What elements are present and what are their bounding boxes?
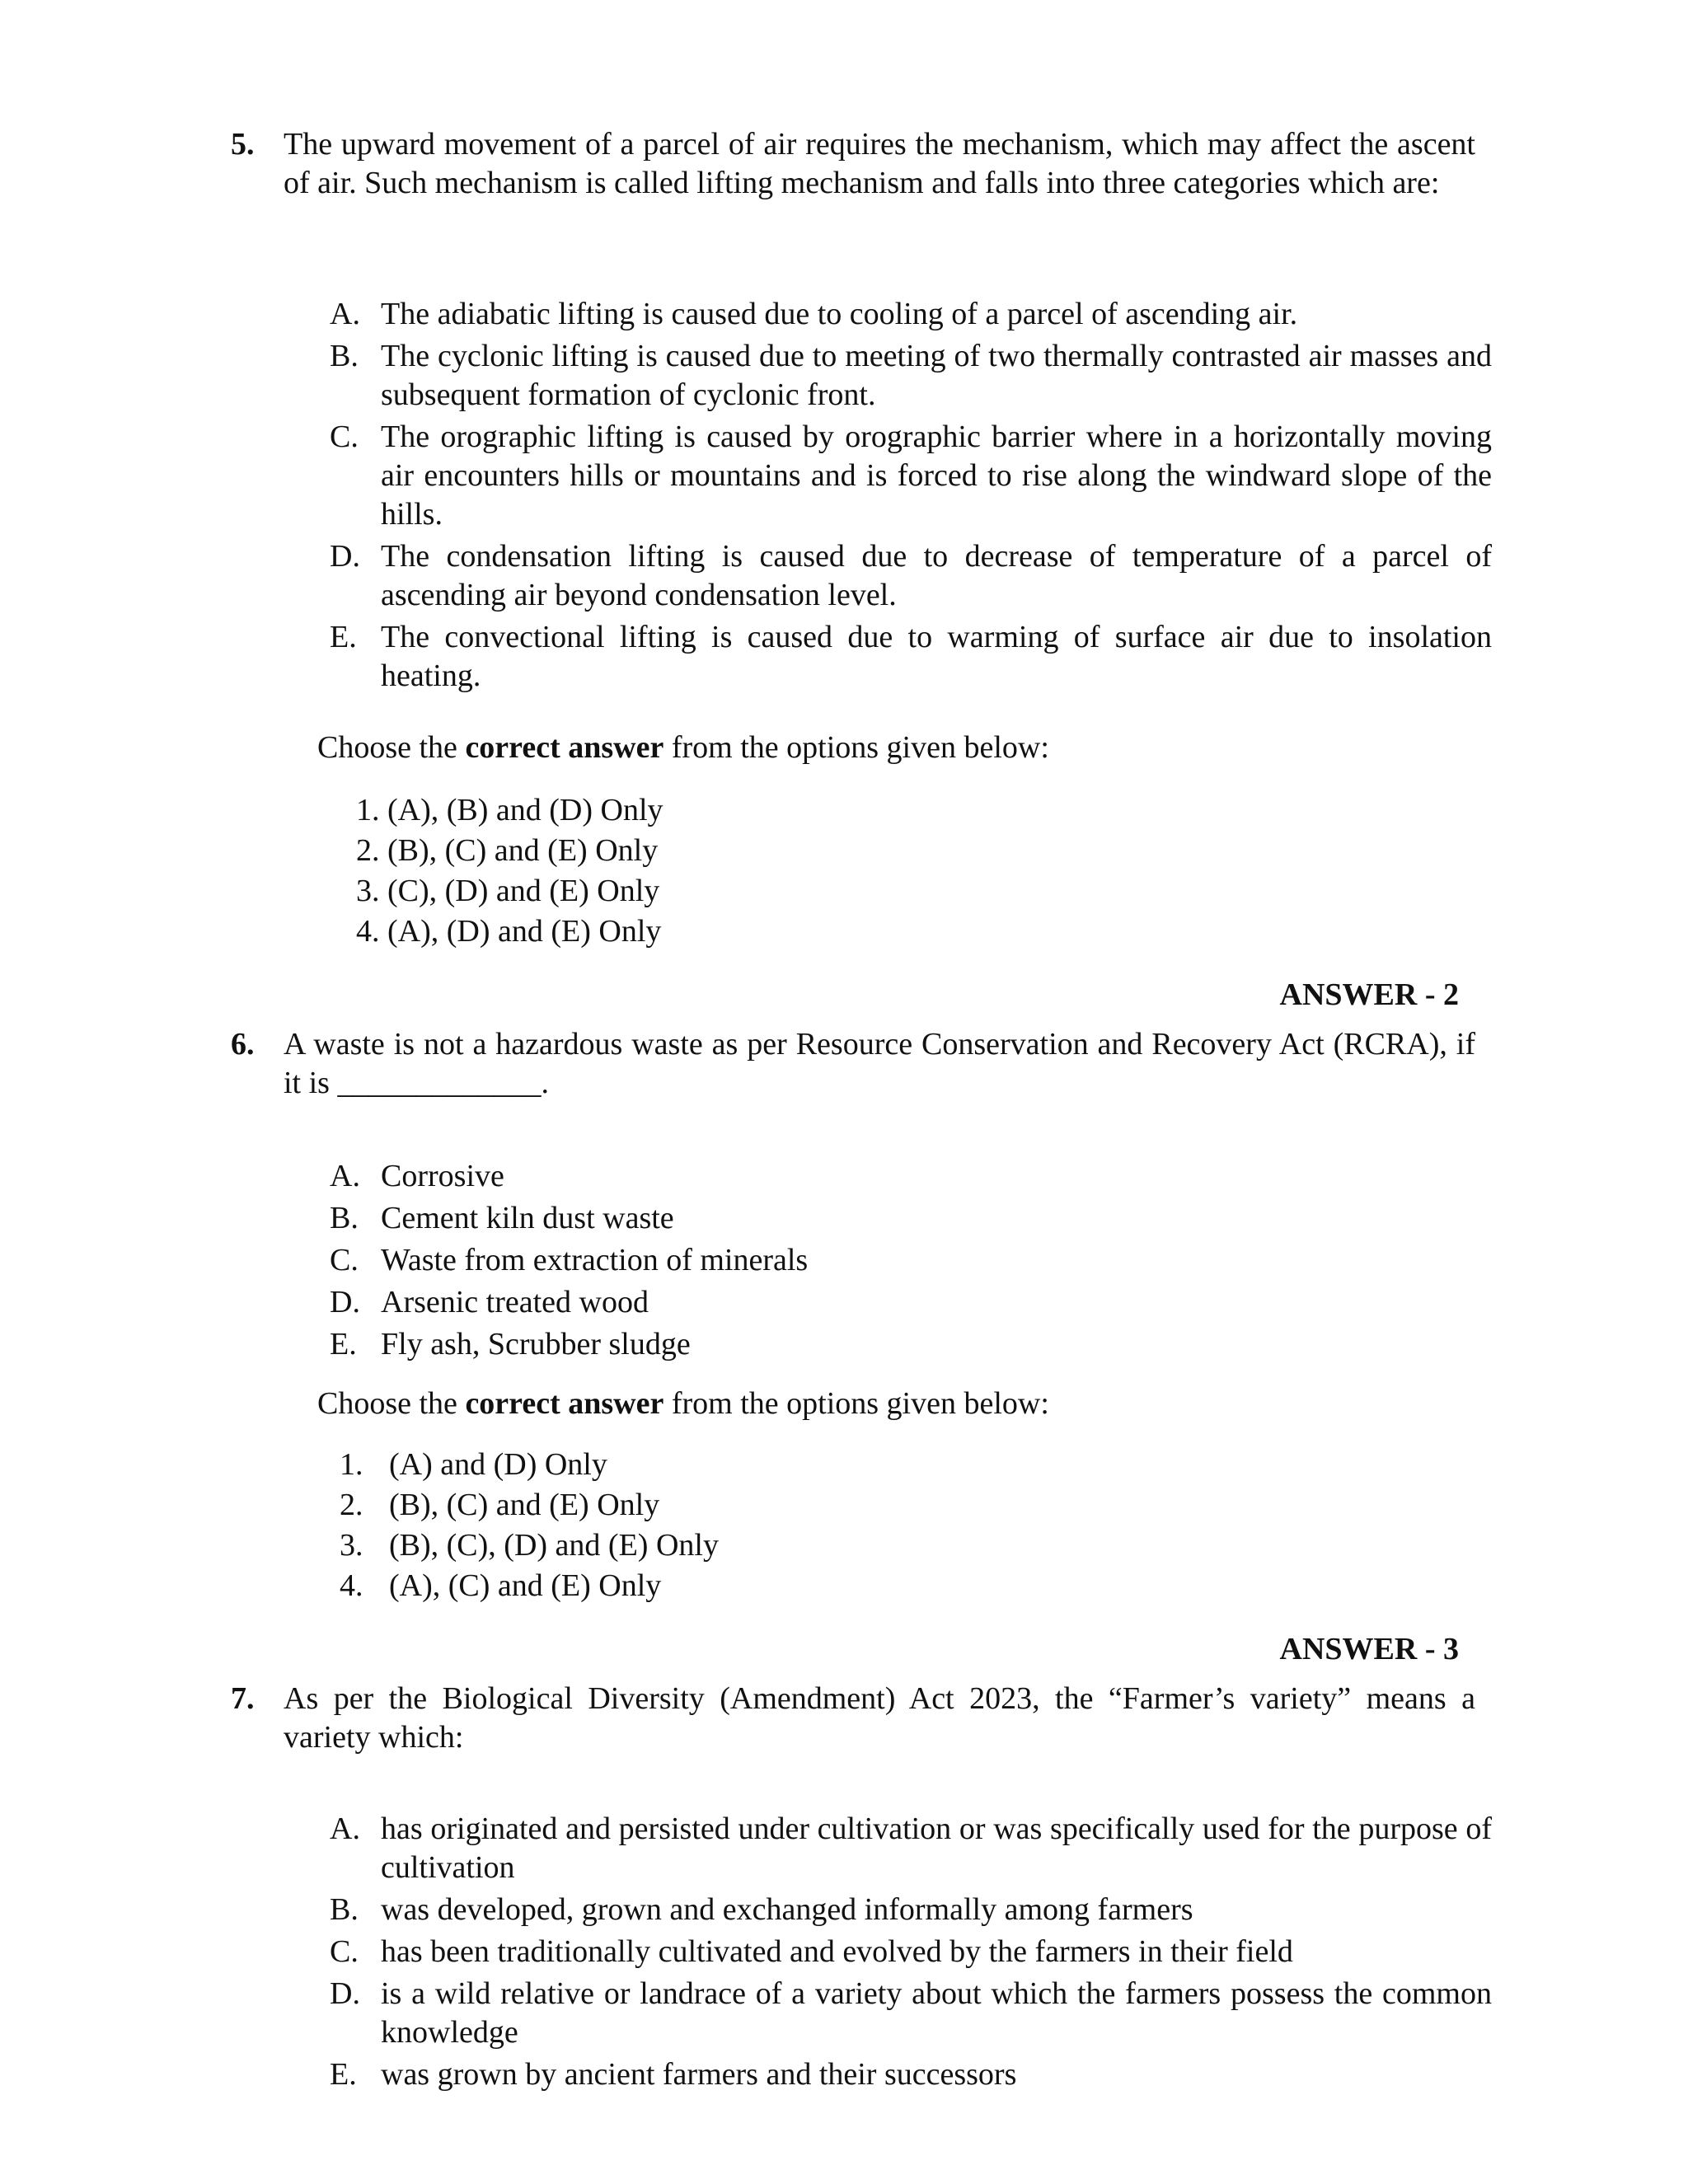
choose-instruction xyxy=(317,729,1049,767)
question-text xyxy=(284,1025,1475,1103)
option-c xyxy=(330,418,1492,534)
answer-number: 3. xyxy=(356,874,380,908)
question-5-options xyxy=(330,295,1492,699)
choose-emphasis: correct answer xyxy=(465,1386,664,1421)
choose-text: from the options given below: xyxy=(663,730,1049,765)
answer-choice xyxy=(356,872,663,912)
option-c xyxy=(330,1933,1492,1971)
answer-text: (B), (C) and (E) Only xyxy=(389,1488,660,1522)
answer-key: ANSWER - 3 xyxy=(1279,1632,1459,1666)
option-letter: C. xyxy=(330,419,359,454)
answer-choice xyxy=(340,1526,719,1567)
option-b xyxy=(330,1199,1492,1238)
choose-text: from the options given below: xyxy=(663,1386,1049,1421)
answer-choice xyxy=(340,1486,719,1526)
choose-instruction xyxy=(317,1385,1049,1423)
question-7-options xyxy=(330,1810,1492,2097)
choose-text: Choose the xyxy=(317,730,466,765)
question-text: The upward movement of a parcel of air requires the mechanism, which may affect the ascent of air. Such mechanism is called lifting mechanism and falls into three categories which are: xyxy=(284,127,1475,200)
option-letter: D. xyxy=(330,539,360,574)
option-letter: D. xyxy=(330,1976,360,2011)
answer-text: (B), (C), (D) and (E) Only xyxy=(389,1528,719,1563)
answer-key: ANSWER - 2 xyxy=(1279,977,1459,1012)
option-d xyxy=(330,1975,1492,2052)
option-text: Waste from extraction of minerals xyxy=(381,1243,809,1277)
option-text: was developed, grown and exchanged informally among farmers xyxy=(381,1892,1193,1927)
option-b xyxy=(330,1891,1492,1929)
question-text-part: . xyxy=(541,1066,549,1100)
answer-number: 4. xyxy=(340,1568,363,1603)
option-d xyxy=(330,1283,1492,1322)
answer-number: 1. xyxy=(356,793,380,827)
answer-text: (A), (D) and (E) Only xyxy=(387,914,662,949)
answer-number: 2. xyxy=(356,833,380,868)
question-6 xyxy=(231,1025,1475,1103)
option-letter: A. xyxy=(330,297,360,331)
answer-choice xyxy=(340,1446,719,1486)
question-number: 7. xyxy=(231,1681,255,1716)
option-text: has been traditionally cultivated and evolved by the farmers in their field xyxy=(381,1934,1293,1969)
answer-text: (C), (D) and (E) Only xyxy=(387,874,660,908)
option-a xyxy=(330,1157,1492,1196)
answer-choice xyxy=(356,791,663,832)
option-text: The orographic lifting is caused by orographic barrier where in a horizontally moving air encounters hills or mountains and is forced to rise along the windward slope of the hills. xyxy=(381,419,1492,532)
option-e xyxy=(330,1325,1492,1364)
answer-text: (A) and (D) Only xyxy=(389,1447,607,1482)
option-text: has originated and persisted under cultivation or was specifically used for the purpose of cultivation xyxy=(381,1811,1492,1885)
question-number: 5. xyxy=(231,127,255,162)
answer-number: 3. xyxy=(340,1528,363,1563)
option-a xyxy=(330,295,1492,334)
option-text: Fly ash, Scrubber sludge xyxy=(381,1327,691,1361)
question-7 xyxy=(231,1680,1475,1757)
option-letter: E. xyxy=(330,2057,357,2092)
question-6-options xyxy=(330,1157,1492,1367)
question-text-part: A waste is not a hazardous waste as per Resource Conservation and Recovery Act (RCRA), if it is xyxy=(284,1027,1475,1100)
choose-text: Choose the xyxy=(317,1386,466,1421)
option-letter: E. xyxy=(330,1327,357,1361)
option-letter: A. xyxy=(330,1159,360,1193)
option-text: The adiabatic lifting is caused due to cooling of a parcel of ascending air. xyxy=(381,297,1298,331)
option-text: Corrosive xyxy=(381,1159,504,1193)
option-a xyxy=(330,1810,1492,1887)
answer-blank: _____________ xyxy=(337,1066,542,1100)
option-text: The condensation lifting is caused due to decrease of temperature of a parcel of ascending air beyond condensation level. xyxy=(381,539,1492,612)
question-number: 6. xyxy=(231,1027,255,1062)
option-text: was grown by ancient farmers and their successors xyxy=(381,2057,1017,2092)
answer-number: 2. xyxy=(340,1488,363,1522)
answer-text: (A), (B) and (D) Only xyxy=(387,793,663,827)
answer-text: (B), (C) and (E) Only xyxy=(387,833,659,868)
option-text: The cyclonic lifting is caused due to meeting of two thermally contrasted air masses and subsequent formation of cyclonic front. xyxy=(381,339,1492,412)
question-5 xyxy=(231,125,1475,203)
option-e xyxy=(330,618,1492,696)
choose-emphasis: correct answer xyxy=(465,730,664,765)
option-letter: C. xyxy=(330,1243,359,1277)
option-text: The convectional lifting is caused due to warming of surface air due to insolation heating. xyxy=(381,620,1492,693)
option-letter: A. xyxy=(330,1811,360,1846)
question-text: As per the Biological Diversity (Amendment) Act 2023, the “Farmer’s variety” means a variety which: xyxy=(284,1681,1475,1755)
answer-choice xyxy=(356,832,663,872)
answer-choice xyxy=(340,1567,719,1607)
answer-number: 1. xyxy=(340,1447,363,1482)
option-letter: B. xyxy=(330,339,359,373)
option-e xyxy=(330,2055,1492,2094)
option-text: is a wild relative or landrace of a variety about which the farmers possess the common knowledge xyxy=(381,1976,1492,2050)
option-text: Cement kiln dust waste xyxy=(381,1201,674,1235)
option-letter: C. xyxy=(330,1934,359,1969)
question-5-answer-choices xyxy=(356,791,663,953)
option-letter: E. xyxy=(330,620,357,654)
answer-text: (A), (C) and (E) Only xyxy=(389,1568,662,1603)
option-c xyxy=(330,1241,1492,1280)
answer-number: 4. xyxy=(356,914,380,949)
option-d xyxy=(330,537,1492,615)
option-letter: B. xyxy=(330,1201,359,1235)
option-b xyxy=(330,337,1492,415)
answer-choice xyxy=(356,912,663,953)
option-text: Arsenic treated wood xyxy=(381,1285,649,1319)
option-letter: D. xyxy=(330,1285,360,1319)
option-letter: B. xyxy=(330,1892,359,1927)
question-6-answer-choices xyxy=(340,1446,719,1607)
